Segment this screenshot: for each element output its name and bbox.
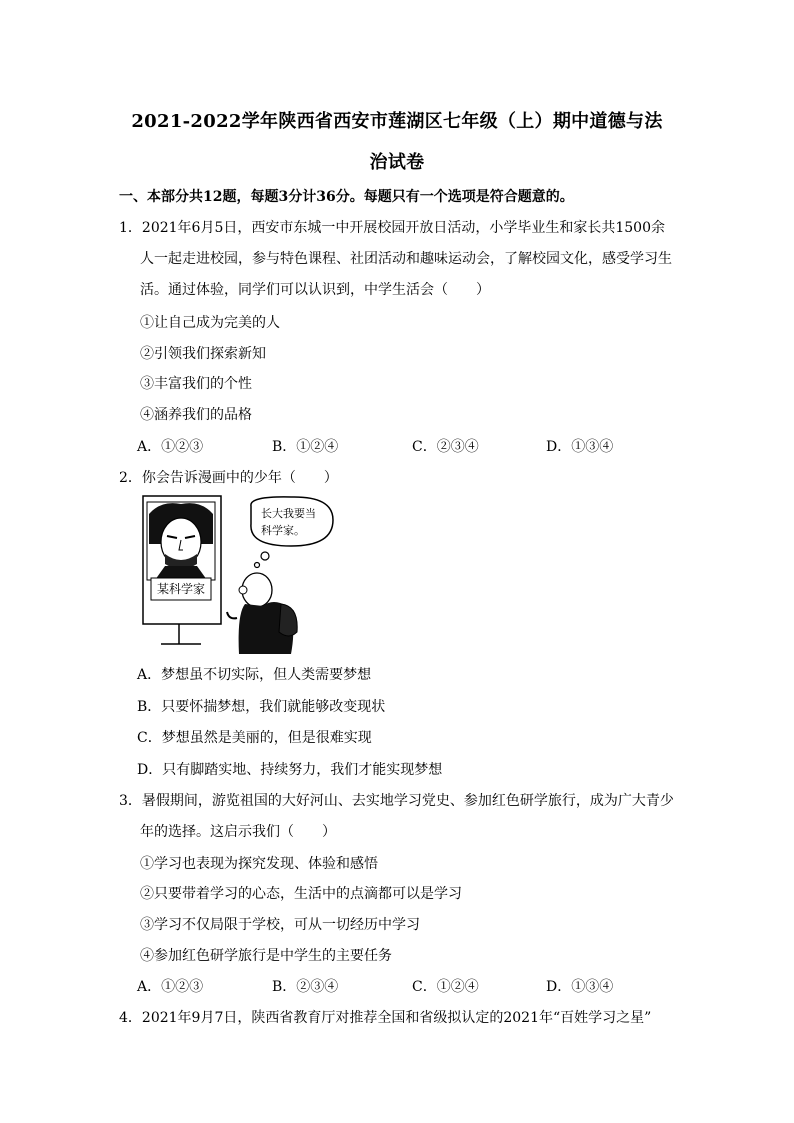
q2-option-d: D．只有脚踏实地、持续努力，我们才能实现梦想 [137,762,443,778]
q1-option-c: C．②③④ [412,439,479,455]
q3-statement-1: ①学习也表现为探究发现、体验和感悟 [140,856,378,872]
poster-label: 某科学家 [156,582,206,596]
q2-stem: 2．你会告诉漫画中的少年（ ） [119,470,338,486]
speech-bubble [251,497,333,546]
q1-statement-1: ①让自己成为完美的人 [140,315,280,331]
q1-option-a: A．①②③ [137,439,204,455]
q1-option-b: B．①②④ [272,439,339,455]
q4-stem-line1: 4．2021年9月7日，陕西省教育厅对推荐全国和省级拟认定的2021年“百姓学习之星” [119,1010,652,1026]
bubble-dot-1 [261,552,269,560]
q3-option-c: C．①②④ [412,979,479,995]
q2-option-b: B．只要怀揣梦想，我们就能够改变现状 [137,699,386,715]
q2-option-a: A．梦想虽不切实际，但人类需要梦想 [137,667,372,683]
q1-statement-3: ③丰富我们的个性 [140,376,252,392]
bubble-text-line2: 科学家。 [261,524,305,537]
q1-statement-2: ②引领我们探索新知 [140,346,266,362]
bubble-text-line1: 长大我要当 [261,507,316,520]
q3-stem-line2: 年的选择。这启示我们（ ） [140,824,336,840]
boy-backpack [279,604,297,636]
q1-stem-line1: 1．2021年6月5日，西安市东城一中开展校园开放日活动，小学毕业生和家长共1500余 [119,220,665,236]
section-heading: 一、本部分共12题，每题3分计36分。每题只有一个选项是符合题意的。 [119,189,574,205]
q3-option-d: D．①③④ [546,979,614,995]
boy-ear [239,586,247,594]
q1-statement-4: ④涵养我们的品格 [140,407,252,423]
q1-stem-line3: 活。通过体验，同学们可以认识到，中学生活会（ ） [140,282,490,298]
q1-option-d: D．①③④ [546,439,614,455]
q3-statement-3: ③学习不仅局限于学校，可从一切经历中学习 [140,917,420,933]
q3-statement-2: ②只要带着学习的心态，生活中的点滴都可以是学习 [140,886,462,902]
boy-arm [227,612,237,618]
bubble-dot-2 [255,563,260,568]
q3-option-b: B．②③④ [272,979,339,995]
exam-title-line2: 治试卷 [369,152,425,173]
comic-illustration [141,494,341,654]
q1-stem-line2: 人一起走进校园，参与特色课程、社团活动和趣味运动会，了解校园文化，感受学习生 [140,251,672,267]
q3-option-a: A．①②③ [137,979,204,995]
q2-option-c: C．梦想虽然是美丽的，但是很难实现 [137,730,372,746]
poster-stand [161,624,201,644]
exam-title-line1: 2021-2022学年陕西省西安市莲湖区七年级（上）期中道德与法 [131,111,663,132]
q3-stem-line1: 3．暑假期间，游览祖国的大好河山、去实地学习党史、参加红色研学旅行，成为广大青少 [119,793,674,809]
q3-statement-4: ④参加红色研学旅行是中学生的主要任务 [140,948,392,964]
